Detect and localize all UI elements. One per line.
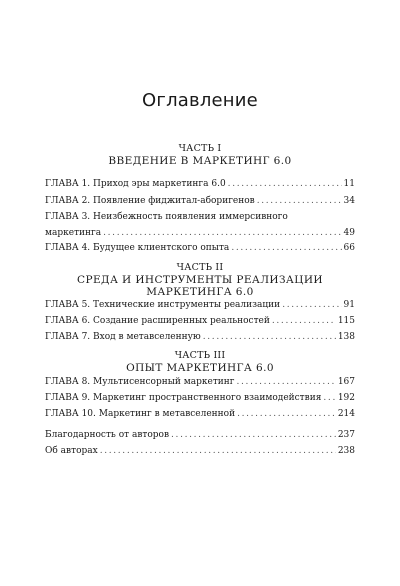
entry-page: 66 <box>343 243 355 253</box>
entry-page: 214 <box>337 409 355 419</box>
part-1-heading <box>30 143 370 167</box>
entry-title: ГЛАВА 9. Маркетинг пространственного взаимодействия <box>45 393 322 403</box>
toc-entry-chapter-2[interactable] <box>45 195 355 207</box>
toc-entry-chapter-3[interactable] <box>45 211 355 239</box>
entry-title-cont: маркетинга <box>45 228 102 238</box>
entry-title: ГЛАВА 4. Будущее клиентского опыта <box>45 243 230 253</box>
entry-title: ГЛАВА 7. Вход в метавселенную <box>45 332 201 342</box>
entry-title: ГЛАВА 10. Маркетинг в метавселенной <box>45 409 236 419</box>
entry-page: 238 <box>337 446 355 456</box>
dot-leader <box>228 178 342 190</box>
entry-page: 115 <box>337 316 355 326</box>
entry-title: ГЛАВА 6. Создание расширенных реальностей <box>45 316 270 326</box>
entry-title: Благодарность от авторов <box>45 430 170 440</box>
entry-title: ГЛАВА 2. Появление фиджитал-аборигенов <box>45 196 255 206</box>
entry-title: ГЛАВА 8. Мультисенсорный маркетинг <box>45 377 235 387</box>
part-2-heading <box>30 262 370 298</box>
toc-entry-chapter-6[interactable] <box>45 315 355 327</box>
dot-leader <box>103 227 341 239</box>
toc-entry-chapter-8[interactable] <box>45 376 355 388</box>
entry-page: 192 <box>337 393 355 403</box>
part-title-line-1: СРЕДА И ИНСТРУМЕНТЫ РЕАЛИЗАЦИИ <box>77 274 323 286</box>
dot-leader <box>203 331 336 343</box>
entry-page: 138 <box>337 332 355 342</box>
dot-leader <box>323 392 335 404</box>
part-3-heading <box>30 350 370 374</box>
entry-title: ГЛАВА 3. Неизбежность появления иммерсивного <box>45 212 288 222</box>
entry-page: 49 <box>343 228 355 238</box>
dot-leader <box>231 242 341 254</box>
entry-page: 237 <box>337 430 355 440</box>
dot-leader <box>272 315 336 327</box>
dot-leader <box>100 445 336 457</box>
entry-page: 11 <box>343 179 355 189</box>
part-label: ЧАСТЬ I <box>178 143 222 154</box>
toc-entry-acknowledgements[interactable] <box>45 429 355 441</box>
part-title: ОПЫТ МАРКЕТИНГА 6.0 <box>126 362 274 374</box>
part-label: ЧАСТЬ III <box>174 350 226 361</box>
dot-leader <box>237 408 336 420</box>
entry-title: Об авторах <box>45 446 98 456</box>
entry-page: 91 <box>343 300 355 310</box>
page-title: Оглавление <box>142 90 258 111</box>
part-title-line-2: МАРКЕТИНГА 6.0 <box>146 286 254 298</box>
dot-leader <box>257 195 342 207</box>
dot-leader <box>237 376 336 388</box>
toc-entry-chapter-1[interactable] <box>45 178 355 190</box>
toc-entry-chapter-4[interactable] <box>45 242 355 254</box>
part-label: ЧАСТЬ II <box>176 262 224 273</box>
entry-title: ГЛАВА 5. Технические инструменты реализации <box>45 300 281 310</box>
toc-entry-chapter-7[interactable] <box>45 331 355 343</box>
dot-leader <box>171 429 336 441</box>
entry-page: 34 <box>343 196 355 206</box>
entry-title: ГЛАВА 1. Приход эры маркетинга 6.0 <box>45 179 226 189</box>
toc-entry-about-authors[interactable] <box>45 445 355 457</box>
entry-page: 167 <box>337 377 355 387</box>
dot-leader <box>282 299 341 311</box>
toc-entry-chapter-5[interactable] <box>45 299 355 311</box>
toc-entry-chapter-9[interactable] <box>45 392 355 404</box>
toc-entry-chapter-10[interactable] <box>45 408 355 420</box>
part-title: ВВЕДЕНИЕ В МАРКЕТИНГ 6.0 <box>108 155 292 167</box>
